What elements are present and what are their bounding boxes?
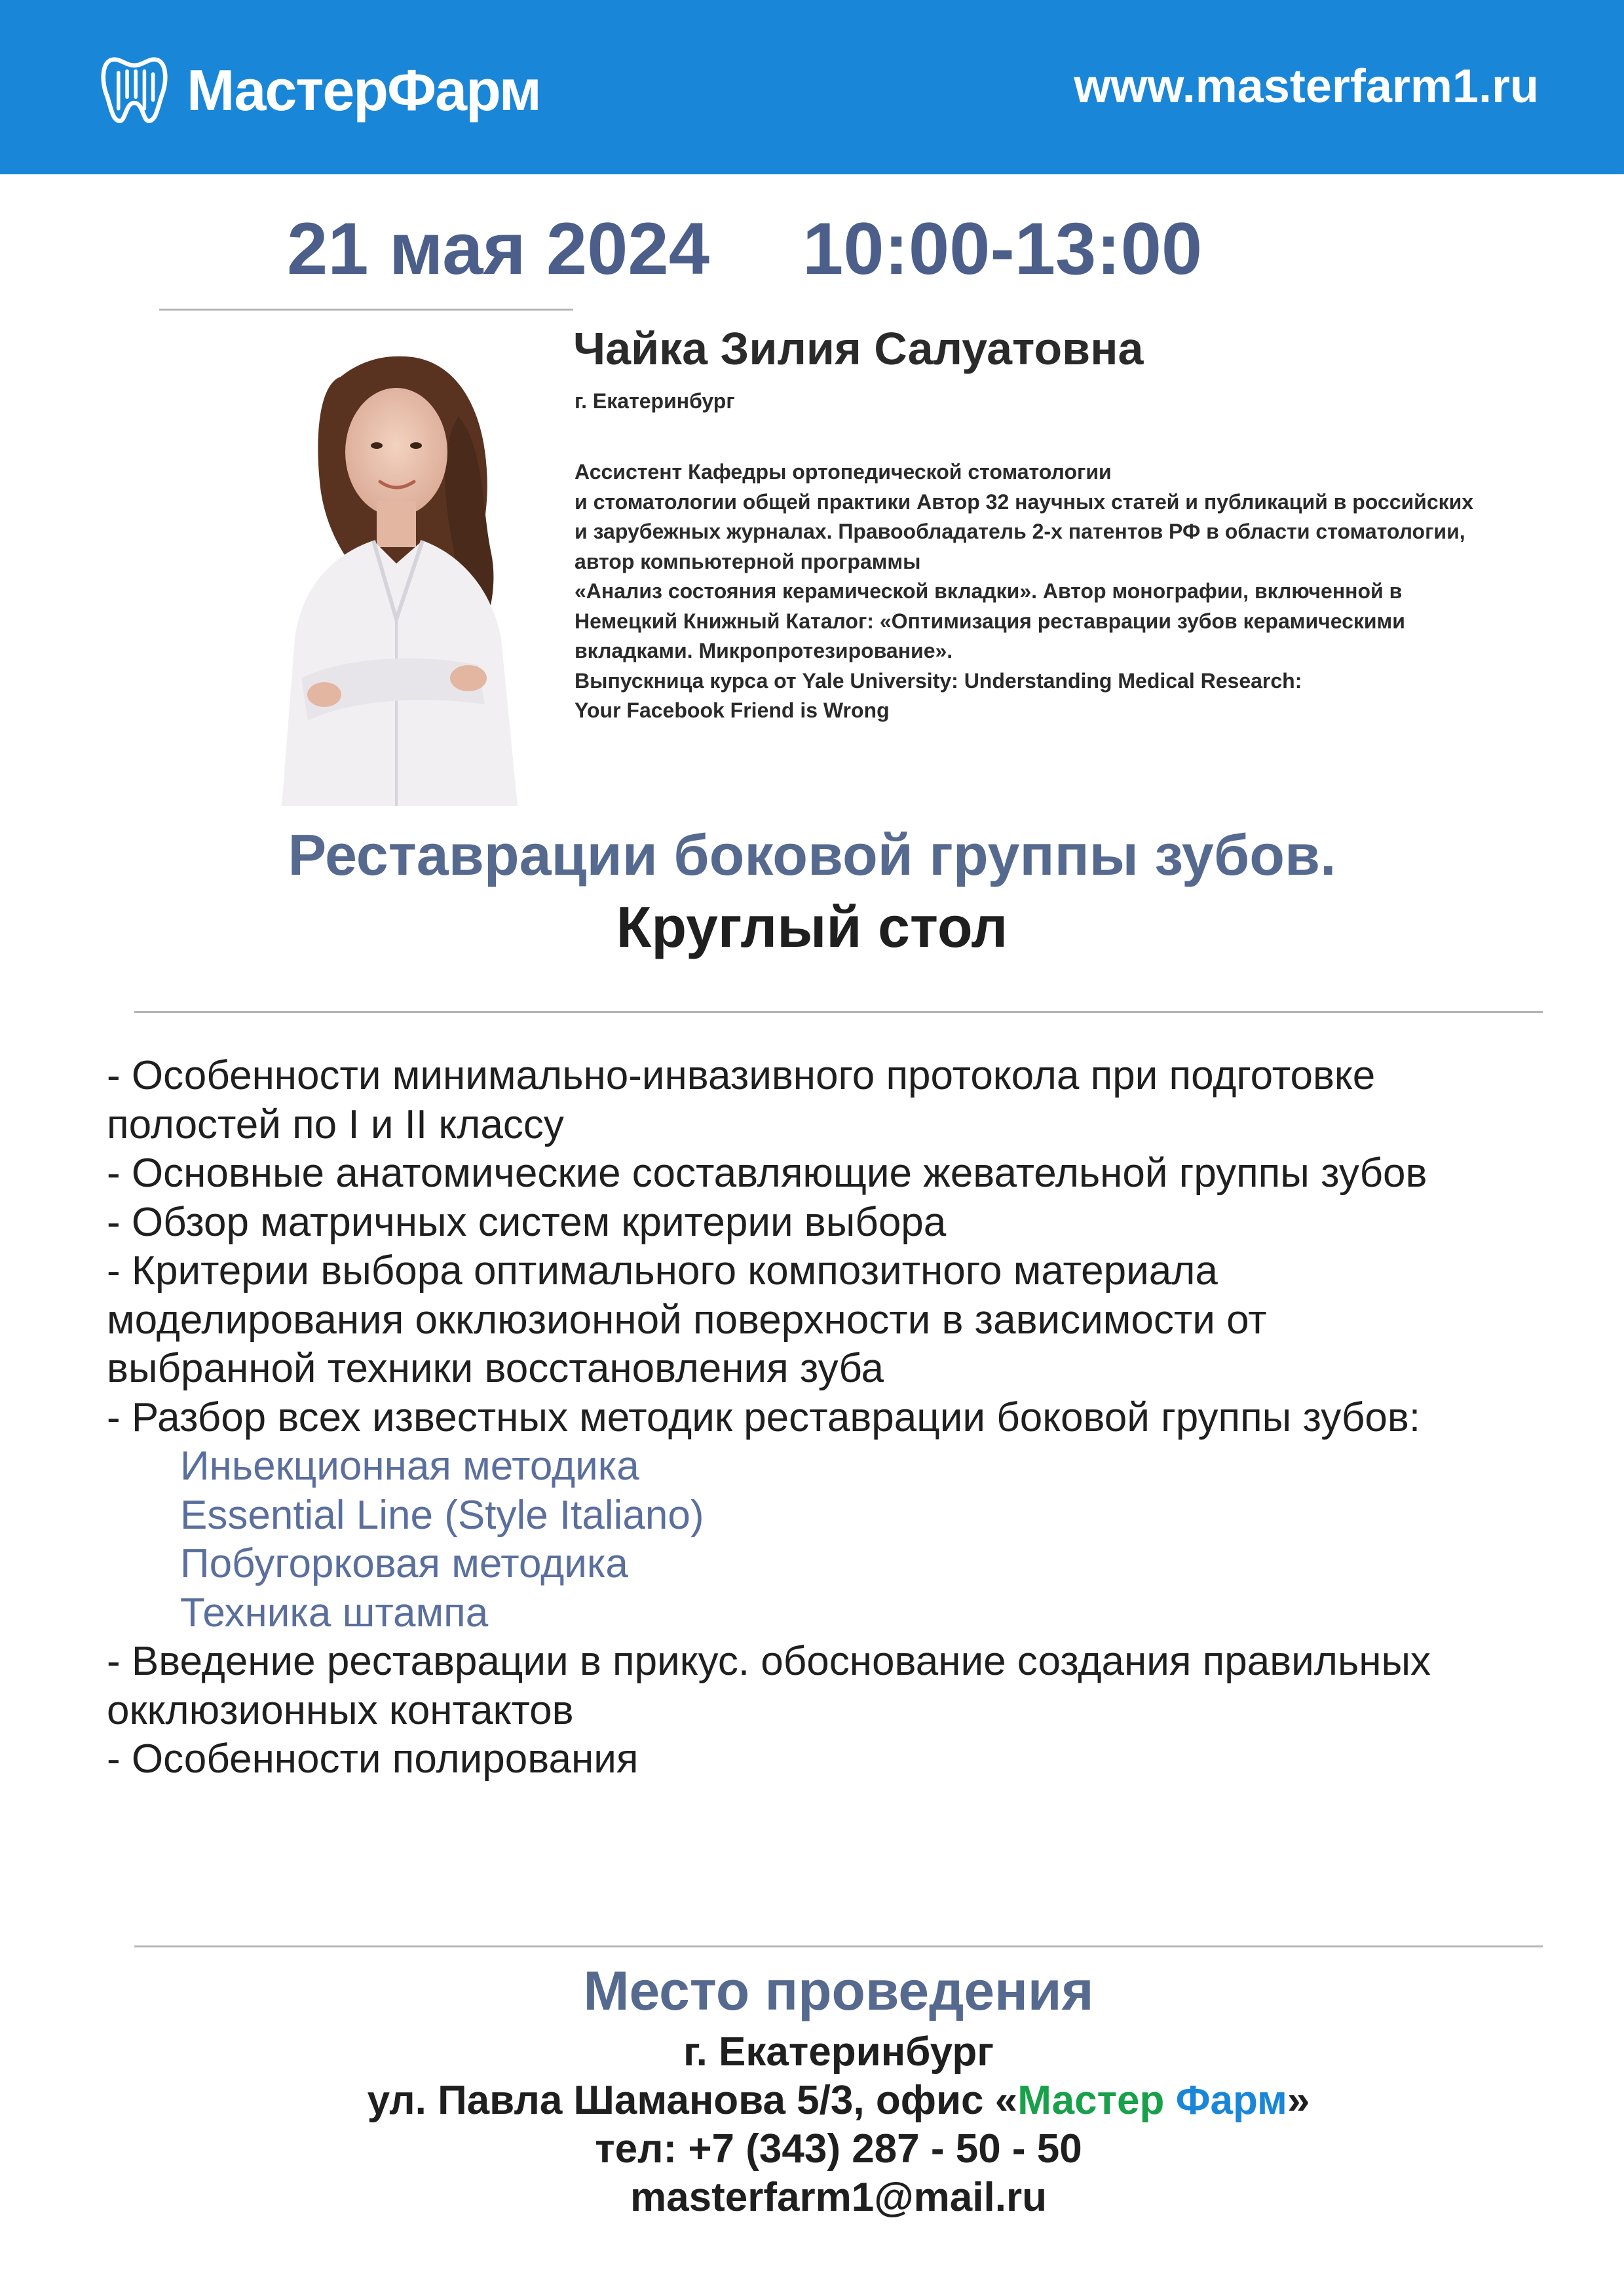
event-date: 21 мая 2024 <box>287 208 709 290</box>
course-title: Реставрации боковой группы зубов. <box>288 822 1336 887</box>
bio-line: и стоматологии общей практики Автор 32 научных статей и публикаций в российских <box>575 489 1474 514</box>
speaker-name: Чайка Зилия Салуатовна <box>573 323 1144 374</box>
program-line: полостей по I и II классу <box>107 1101 564 1147</box>
bio-line: Ассистент Кафедры ортопедической стоматологии <box>575 460 1112 484</box>
venue-city: г. Екатеринбург <box>683 2029 994 2075</box>
bio-line: Немецкий Книжный Каталог: «Оптимизация реставрации зубов керамическими <box>575 609 1405 633</box>
program-line: выбранной техники восстановления зуба <box>107 1346 884 1391</box>
divider <box>159 309 573 311</box>
brand-name: МастерФарм <box>187 58 540 123</box>
method-item: Essential Line (Style Italiano) <box>180 1492 704 1538</box>
program-line: - Основные анатомические составляющие жевательной группы зубов <box>107 1151 1427 1196</box>
divider <box>134 1011 1543 1013</box>
speaker-city: г. Екатеринбург <box>575 389 735 413</box>
divider <box>134 1945 1543 1947</box>
address-text: ул. Павла Шаманова 5/3, офис « <box>367 2078 1018 2123</box>
program-line: - Особенности минимально-инвазивного протокола при подготовке <box>107 1053 1376 1098</box>
bio-line: «Анализ состояния керамической вкладки». Автор монографии, включенной в <box>575 579 1403 603</box>
speaker-bio <box>575 457 1557 726</box>
address-close-quote: » <box>1287 2078 1310 2123</box>
bio-line: Выпускница курса от Yale University: Understanding Medical Research: <box>575 668 1302 693</box>
program-list <box>107 1052 1561 1784</box>
venue-brand-master: Мастер <box>1017 2078 1165 2123</box>
course-subtitle: Круглый стол <box>616 894 1008 959</box>
venue-email[interactable]: masterfarm1@mail.ru <box>630 2175 1047 2220</box>
bio-line: вкладками. Микропротезирование». <box>575 639 953 662</box>
program-line: окклюзионных контактов <box>107 1687 574 1733</box>
bio-line: автор компьютерной программы <box>575 549 921 573</box>
venue-details <box>0 2028 1624 2222</box>
program-line: - Введение реставрации в прикус. обоснование создания правильных <box>107 1639 1431 1684</box>
event-time: 10:00-13:00 <box>803 208 1203 290</box>
venue-phone[interactable]: тел: +7 (343) 287 - 50 - 50 <box>595 2126 1082 2172</box>
website-link[interactable]: www.masterfarm1.ru <box>1074 60 1539 113</box>
program-line: - Обзор матричных систем критерии выбора <box>107 1199 947 1245</box>
program-line: - Критерии выбора оптимального композитного материала <box>107 1248 1218 1293</box>
speaker-photo <box>242 337 518 806</box>
venue-heading: Место проведения <box>583 1960 1094 2021</box>
header-bar <box>0 0 1624 174</box>
venue-address <box>0 2076 1624 2125</box>
method-item: Побугорковая методика <box>180 1541 628 1586</box>
tooth-logo-icon <box>98 52 170 124</box>
bio-line: Your Facebook Friend is Wrong <box>575 698 890 722</box>
venue-brand-farm: Фарм <box>1175 2078 1287 2123</box>
program-line: моделирования окклюзионной поверхности в зависимости от <box>107 1297 1267 1343</box>
program-line: - Особенности полирования <box>107 1736 639 1782</box>
method-item: Иньекционная методика <box>180 1444 639 1489</box>
bio-line: и зарубежных журналах. Правообладатель 2-х патентов РФ в области стоматологии, <box>575 520 1465 543</box>
program-line: - Разбор всех известных методик реставрации боковой группы зубов: <box>107 1394 1421 1440</box>
method-item: Техника штампа <box>180 1590 489 1636</box>
